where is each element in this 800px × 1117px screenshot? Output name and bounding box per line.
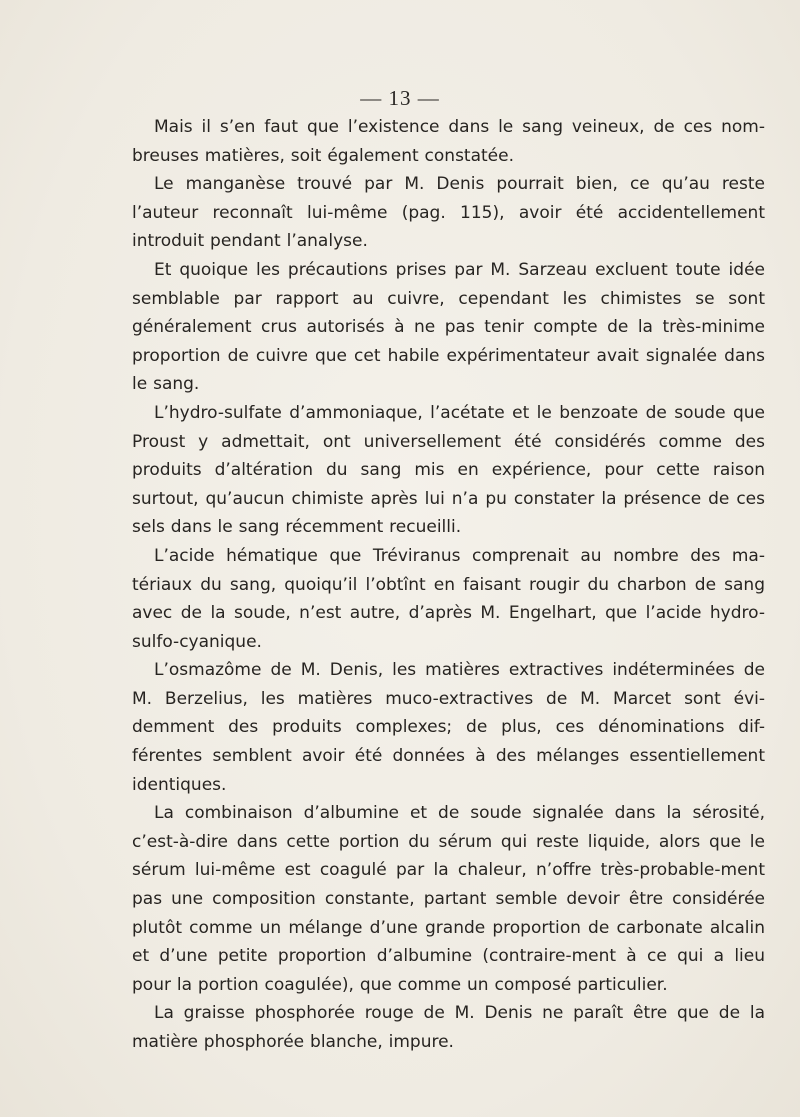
paragraph: Le manganèse trouvé par M. Denis pourrait bien, ce qu’au reste l’auteur reconnaît lui-même (pag. 115), avoir été accidentellement introduit pendant l’analyse. (132, 174, 765, 252)
paragraph: L’acide hématique que Tréviranus comprenait au nombre des ma-tériaux du sang, quoiqu’il l’obtînt en faisant rougir du charbon de sang avec de la soude, n’est autre, d’après M. Engelhart, que l’acide hydro-sulfo-cyanique. (132, 545, 765, 652)
paragraph: L’hydro-sulfate d’ammoniaque, l’acétate et le benzoate de soude que Proust y admettait, ont universellement été considérés comme des produits d’altération du sang mis en expérience, pour cette raison surtout, qu’aucun chimiste après lui n’a pu constater la présence de ces sels dans le sang récemment recueilli. (132, 402, 765, 538)
body-text (132, 113, 765, 1057)
paragraph: La graisse phosphorée rouge de M. Denis ne paraît être que de la matière phosphorée blanche, impure. (132, 1003, 765, 1052)
paragraph: Mais il s’en faut que l’existence dans le sang veineux, de ces nom-breuses matières, soit également constatée. (132, 117, 765, 166)
paragraph: L’osmazôme de M. Denis, les matières extractives indéterminées de M. Berzelius, les matières muco-extractives de M. Marcet sont évi-demment des produits complexes; de plus, ces dénominations dif-férentes semblent avoir été données à des mélanges essentiellement identiques. (132, 660, 765, 795)
paragraph: La combinaison d’albumine et de soude signalée dans la sérosité, c’est-à-dire dans cette portion du sérum qui reste liquide, alors que le sérum lui-même est coagulé par la chaleur, n’offre très-probable-ment pas une composition constante, partant semble devoir être considérée plutôt comme un mélange d’une grande proportion de carbonate alcalin et d’une petite proportion d’albumine (contraire-ment à ce qui a lieu pour la portion coagulée), que comme un composé particulier. (132, 803, 765, 995)
page-number: — 13 — (360, 86, 440, 110)
paragraph: Et quoique les précautions prises par M. Sarzeau excluent toute idée semblable par rapport au cuivre, cependant les chimistes se sont généralement crus autorisés à ne pas tenir compte de la très-minime proportion de cuivre que cet habile expérimentateur avait signalée dans le sang. (132, 259, 765, 395)
